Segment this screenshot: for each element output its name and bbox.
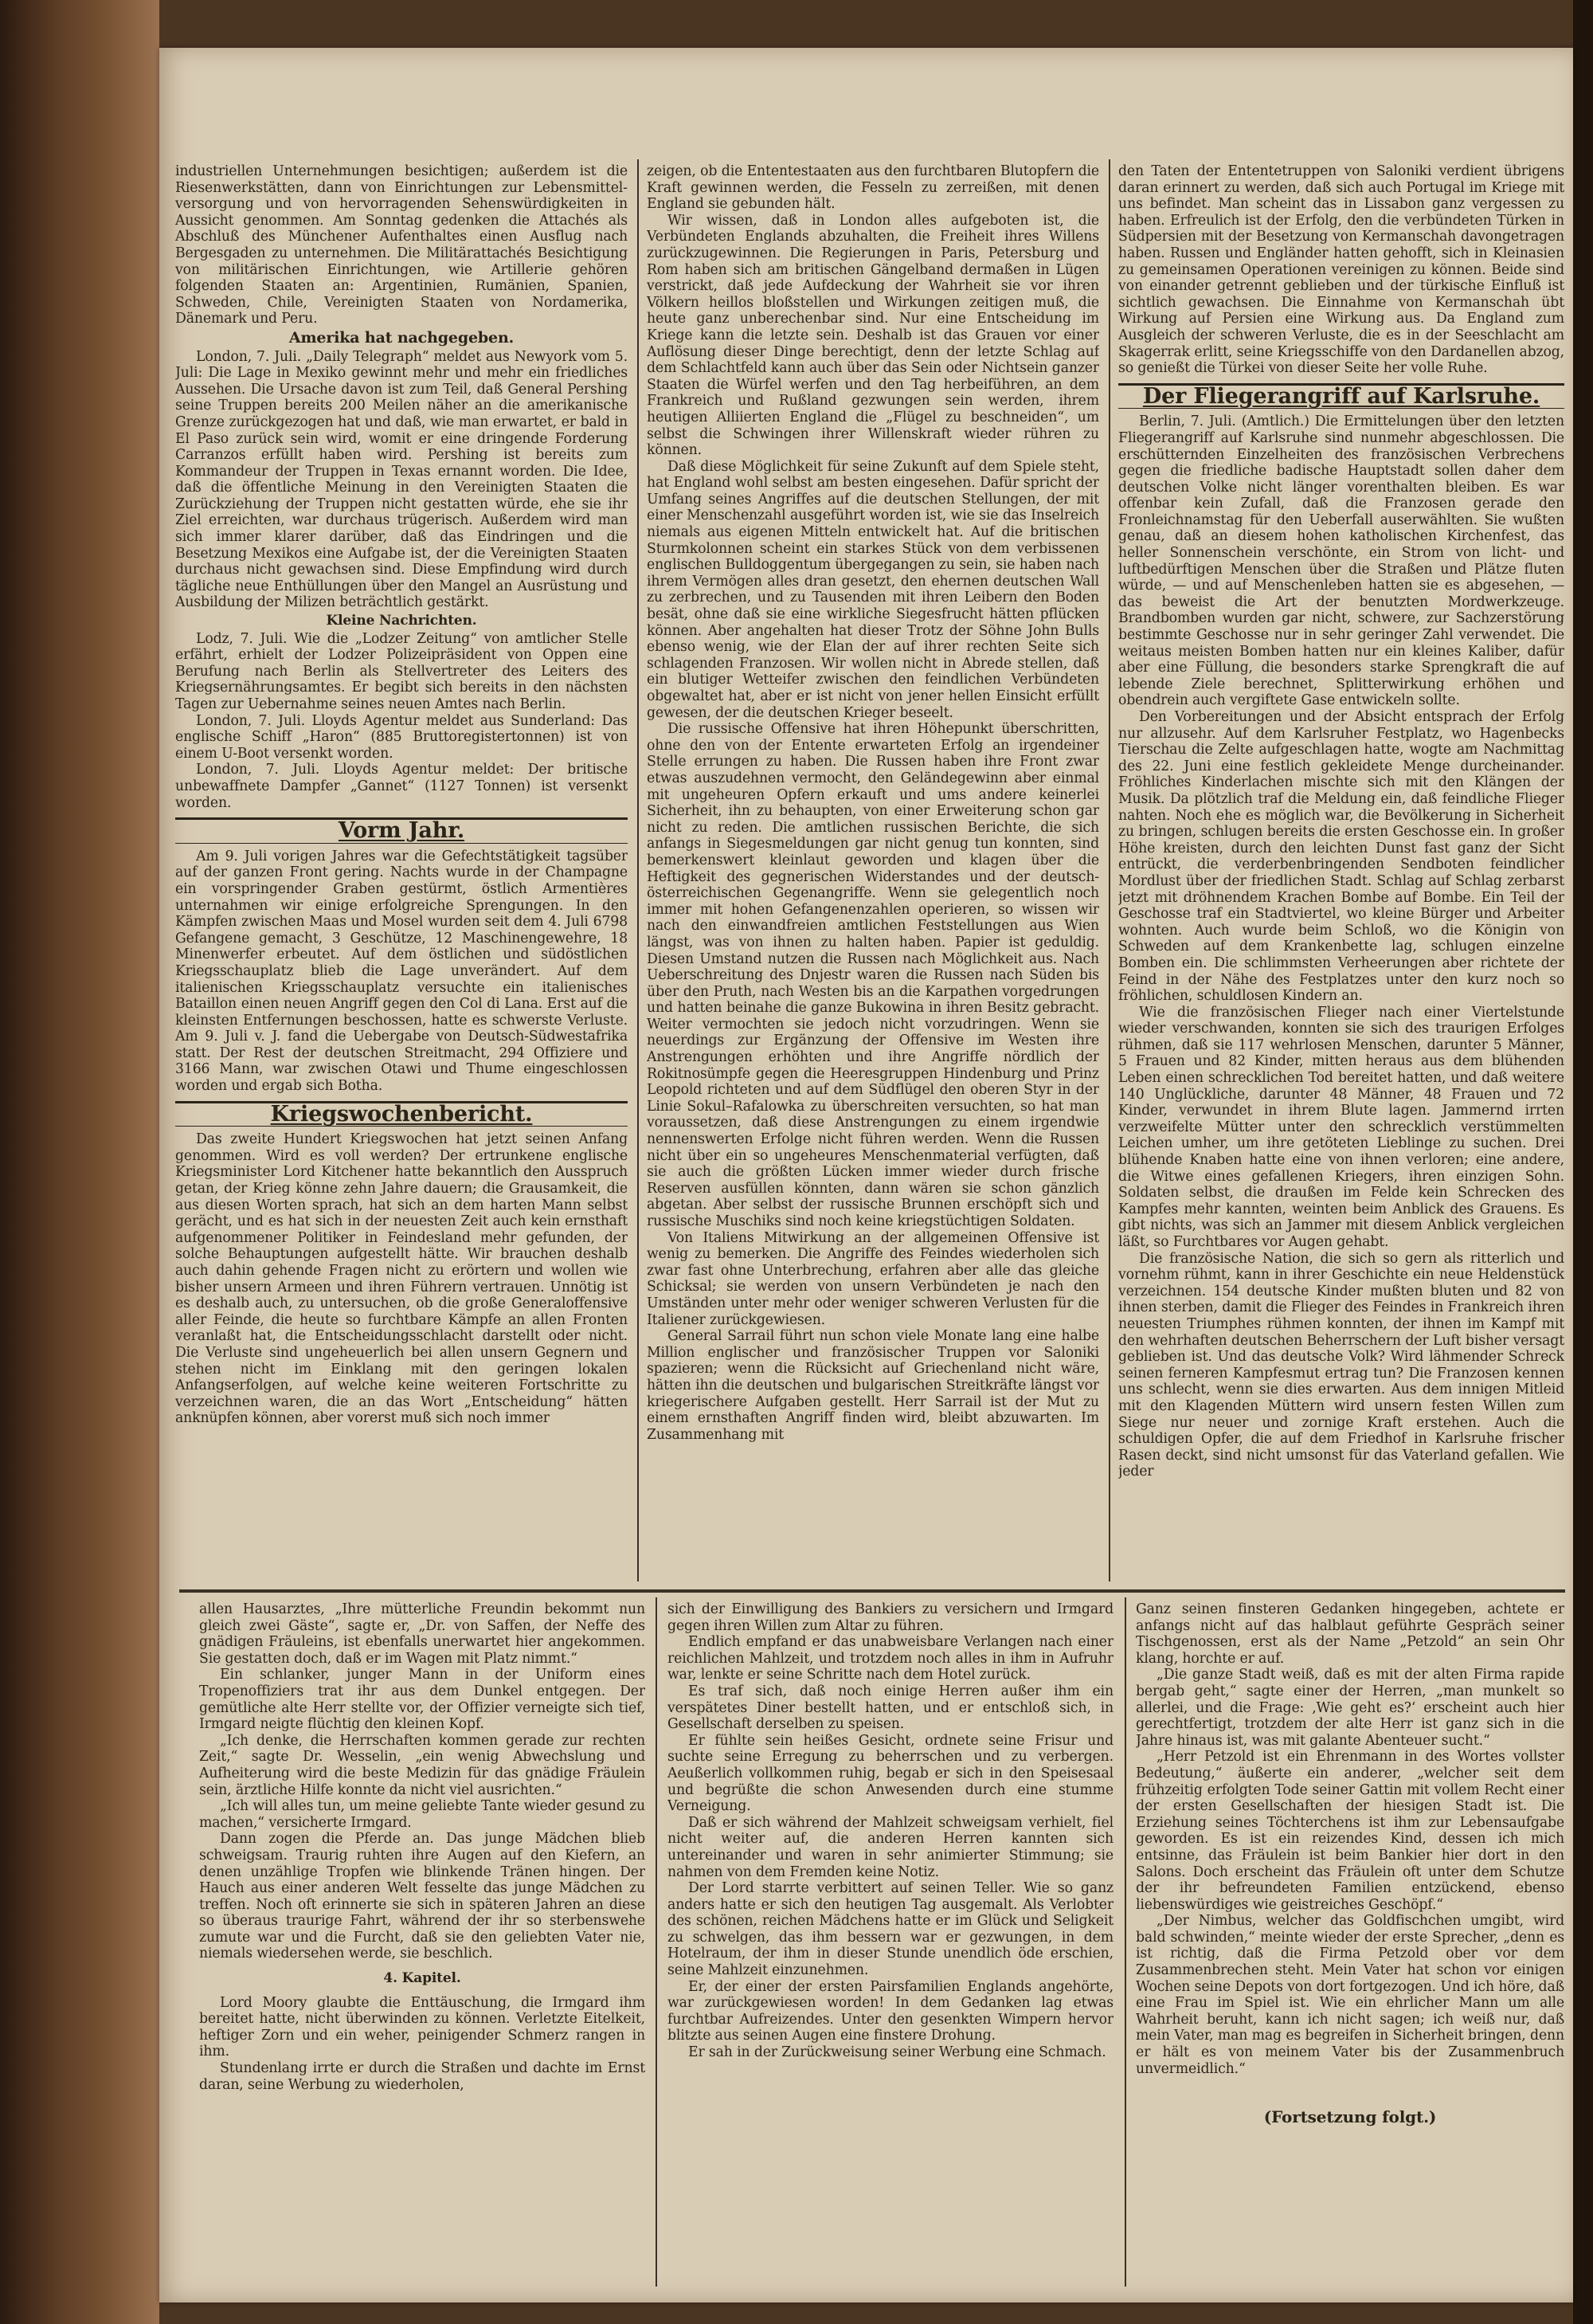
chapter-heading: 4. Kapitel. (383, 1970, 461, 1987)
roman-text-1: allen Hausarztes, „Ihre mütterliche Freundin bekommt nun gleich zwei Gäste“, sagte er, „Dr. von Saffen, der Neffe des gnädigen Fräuleins, ist ebenfalls unerwartet hier angekommen. Sie gestatten doch, daß er im Wagen mit Platz nimmt.“ (199, 1601, 645, 1667)
fliegerangriff-text-1: Berlin, 7. Juli. (Amtlich.) Die Ermittelungen über den letzten Fliegerangriff auf Karlsruhe sind nunmehr abgeschlossen. Die erschütternden Einzelheiten des französischen Verbrechens gegen die friedliche badische Hauptstadt sollen daher dem deutschen Volke nicht länger vorenthalten bleiben. Es war offenbar kein Zufall, daß die Franzosen gerade den Fronleichnamstag für den Ueberfall auserwählten. Sie wußten genau, daß an diesem hohen katholischen Kirchenfest, das heller Sonnenschein verschönte, ein Strom von licht- und luftbedürftigen Menschen über die Straßen und Plätze fluten würde, — und auf Menschenleben hatten sie es abgesehen, — das beweist die Art der benutzten Mordwerkzeuge. Brandbomben wurden gar nicht, schwere, zur Sachzerstörung bestimmte Geschosse nur in sehr geringer Zahl verwendet. Die weitaus meisten Bomben hatten nur ein kleines Kaliber, dafür aber eine Füllung, die besonders starke Sprengkraft die auf lebende Ziele berechnet, Splitterwirkung erhöhen und obendrein auch vergiftete Gase entwickeln sollte. (1118, 413, 1564, 709)
roman-text-11: Er fühlte sein heißes Gesicht, ordnete seine Frisur und suchte seine Erregung zu beherrschen und zu verbergen. Aeußerlich vollkommen ruhig, begab er sich in den Speisesaal und begrüßte die schon Anwesenden durch eine stumme Verneigung. (667, 1732, 1114, 1815)
column-3 (1118, 163, 1564, 1581)
roman-text-16: Ganz seinen finsteren Gedanken hingegeben, achtete er anfangs nicht auf das halblaut geführte Gespräch seiner Tischgenossen, erst als der Name „Petzold“ an sein Ohr klang, horchte er auf. (1136, 1601, 1564, 1667)
roman-text-14: Er, der einer der ersten Pairsfamilien Englands angehörte, war zurückgewiesen worden! In dem Gedanken lag etwas furchtbar Aufreizendes. Unter den gesenkten Wimpern hervor blitzte aus seinen Augen eine finstere Drohung. (667, 1978, 1114, 2044)
fliegerangriff-text-3: Wie die französischen Flieger nach einer Viertelstunde wieder verschwanden, konnten sie sich des traurigen Erfolges rühmen, daß sie 117 wehrlosen Menschen, darunter 5 Männer, 5 Frauen und 82 Kinder, mitten heraus aus dem blühenden Leben einen schrecklichen Tod bereitet hatten, und daß weitere 140 Unglückliche, darunter 48 Männer, 48 Frauen und 72 Kinder, verwundet in ihrem Blute lagen. Jammernd irrten verzweifelte Mütter unter den schrecklich verstümmelten Leichen umher, um ihre getöteten Lieblinge zu suchen. Drei blühende Knaben hatte eine von ihnen verloren; eine andere, die Witwe eines gefallenen Kriegers, ihren einzigen Sohn. Soldaten selbst, die draußen im Felde kein Schrecken des Kampfes mehr kannten, weinten beim Anblick des Grauens. Es gibt nichts, was sich an Jammer mit diesem Anblick vergleichen läßt, so Furchtbares vor Augen gehabt. (1118, 1004, 1564, 1250)
roman-text-5: Dann zogen die Pferde an. Das junge Mädchen blieb schweigsam. Traurig ruhten ihre Augen auf den Kiefern, an denen unzählige Tropfen wie blinkende Tränen hingen. Der Hauch aus einer anderen Welt fesselte das junge Mädchen zu treffen. Noch oft erinnerte sie sich in späteren Jahren an diese so überaus traurige Fahrt, während der ihr so sterbenswehe zumute war und die Furcht, daß sie den geliebten Vater nie, niemals wiedersehen werde, sie beschlich. (199, 1831, 645, 1962)
vorm-jahr-headline: Vorm Jahr. (175, 817, 628, 844)
kriegswochenbericht-text-8: den Taten der Ententetruppen von Saloniki verdient übrigens daran erinnert zu werden, daß sich auch Portugal im Kriege mit uns befindet. Man scheint das in Lissabon ganz vergessen zu haben. Erfreulich ist der Erfolg, den die verbündeten Türken in Südpersien mit der Besetzung von Kermanschah davongetragen haben. Russen und Engländer hatten gehofft, sich in Kleinasien zu gemeinsamen Operationen vereinigen zu können. Beide sind von einander getrennt geblieben und der türkische Einfluß ist sichtlich gewachsen. Die Einnahme von Kermanschah übt Wirkung auf Persien eine Wirkung aus. Da England zum Ausgleich der schweren Verluste, die es in der Seeschlacht am Skagerrak erlitt, seine Kriegsschiffe von den Dardanellen abzog, so genießt die Türkei von dieser Seite her volle Ruhe. (1118, 163, 1564, 377)
roman-text-10: Es traf sich, daß noch einige Herren außer ihm ein verspätetes Diner bestellt hatten, und er entschloß sich, in Gesellschaft derselben zu speisen. (667, 1683, 1114, 1733)
amerika-headline: Amerika hat nachgegeben. (288, 328, 515, 347)
fliegerangriff-text-4: Die französische Nation, die sich so gern als ritterlich und vornehm rühmt, kann in ihrer Geschichte ein neue Heldenstück verzeichnen. 154 deutsche Kinder mußten bluten und 82 von ihnen sterben, damit die Flieger des Feindes in Frankreich ihren neuesten Triumphes rühmen konnten, der ihnen im Kampf mit den wehrhaften deutschen Beherrschern der Luft bisher versagt geblieben ist. Und das deutsche Volk? Wird lähmender Schreck seinen ferneren Kampfesmut ertrag tun? Die Franzosen kennen uns schlecht, wenn sie dies erwarten. Aus dem innigen Mitleid mit den Klagenden Müttern wird unsern festen Willen zum Siege nur neuer und zornige Kraft erstehen. Auch die schuldigen Opfer, die auf dem Friedhof in Karlsruhe frischer Rasen deckt, sind nicht umsonst für das Vaterland gefallen. Wie jeder (1118, 1250, 1564, 1480)
roman-text-2: Ein schlanker, junger Mann in der Uniform eines Tropenoffiziers trat ihr aus dem Dunkel entgegen. Der gemütliche alte Herr stellte vor, der Offizier verneigte sich tief, Irmgard neigte flüchtig den kleinen Kopf. (199, 1667, 645, 1733)
roman-text-7: Stundenlang irrte er durch die Straßen und dachte im Ernst daran, seine Werbung zu wiederholen, (199, 2060, 645, 2093)
amerika-article-text: London, 7. Juli. „Daily Telegraph“ meldet aus Newyork vom 5. Juli: Die Lage in Mexiko gewinnt mehr und mehr ein friedliches Aussehen. Die Ursache davon ist zum Teil, daß General Pershing seine Truppen bereits 200 Meilen näher an die amerikanische Grenze zurückgezogen hat und daß, wie man erwartet, er bald in El Paso zurück sein wird, womit er eine dringende Forderung Carranzos erfüllt haben wird. Pershing ist bereits zum Kommandeur der Truppen in Texas ernannt worden. Die Idee, daß die öffentliche Meinung in den Vereinigten Staaten die Zurückziehung der Truppen nicht gestatten würde, ehe sie ihr Ziel erreichten, war durchaus trügerisch. Außerdem wird man sich immer klarer darüber, daß das Eindringen und die Besetzung Mexikos eine Aufgabe ist, der die Vereinigten Staaten durchaus nicht gewachsen sind. Diese Empfindung wird durch tägliche neue Enthüllungen über den Mangel an Ausrüstung und Ausbildung der Milizen beträchtlich gestärkt. (175, 348, 628, 611)
kriegswochenbericht-text-7: General Sarrail führt nun schon viele Monate lang eine halbe Million englischer und französischer Truppen vor Saloniki spazieren; wenn die Rücksicht auf Griechenland nicht wäre, hätten ihn die deutschen und bulgarischen Streitkräfte längst vor kriegerischere Aufgaben gestellt. Herr Sarrail ist der Mut zu einem ernsthaften Angriff finden wird, bleibt abzuwarten. Im Zusammenhang mit (647, 1328, 1099, 1443)
fliegerangriff-headline: Der Fliegerangriff auf Karlsruhe. (1118, 383, 1564, 410)
kriegswochenbericht-headline: Kriegswochenbericht. (175, 1101, 628, 1127)
roman-text-19: „Der Nimbus, welcher das Goldfischchen umgibt, wird bald schwinden,“ meinte wieder der erste Sprecher, „denn es ist richtig, daß die Firma Petzold ober vor dem Zusammenbrechen steht. Mein Vater hat schon vor einigen Wochen seine Depots von dort fortgezogen. Und ich höre, daß eine Frau im Spiel ist. Wie ein ehrlicher Mann um alle Wahrheit beruht, kann ich nicht sagen; ich weiß nur, daß mein Vater, man mag es begreifen in Sicherheit bringen, denn er hält es von meinem Vater bis der Zusammenbruch unvermeidlich.“ (1136, 1913, 1564, 2077)
roman-text-6: Lord Moory glaubte die Enttäuschung, die Irmgard ihm bereitet hatte, nicht überwinden zu können. Verletzte Eitelkeit, heftiger Zorn und ein weher, peinigender Schmerz rangen in ihm. (199, 1994, 645, 2060)
feuilleton-column-1 (199, 1601, 645, 2287)
kriegswochenbericht-text-1: Das zweite Hundert Kriegswochen hat jetzt seinen Anfang genommen. Wird es voll werden? Der ertrunkene englische Kriegsminister Lord Kitchener hatte bekanntlich den Ausspruch getan, der Krieg könne zehn Jahre dauern; die Grausamkeit, die aus diesen Worten sprach, hat sich an dem harten Mann selbst gerächt, und es hat sich in der neuesten Zeit auch kein ernsthaft aufgenommener Politiker in Feindesland mehr gefunden, der solche Behauptungen aufgestellt hätte. Wir brauchen deshalb auch dahin gehende Fragen nicht zu erörtern und wollen wie bisher unsern Armeen und ihren Führern vertrauen. Unnötig ist es deshalb auch, zu untersuchen, ob die große Generaloffensive aller Feinde, die heute so furchtbare Kämpfe an allen Fronten veranlaßt hat, die Entscheidungsschlacht darstellt oder nicht. Die Verluste sind ungeheuerlich bei allen unsern Gegnern und stehen nicht im Einklang mit den geringen lokalen Anfangserfolgen, auf welche keine weiteren Fortschritte zu verzeichnen waren, die an das Wort „Entscheidung“ hätten anknüpfen können, aber vorerst muß sich noch immer (175, 1131, 628, 1427)
book-binding (0, 0, 159, 2324)
roman-text-18: „Herr Petzold ist ein Ehrenmann in des Wortes vollster Bedeutung,“ äußerte ein anderer, „welcher seit dem frühzeitig erfolgten Tode seiner Gattin mit vollem Recht einer der ersten Gesellschaften der hiesigen Stadt ist. Die Erziehung seines Töchterchens ist ihm zur Lebensaufgabe geworden. Es ist ein reizendes Kind, dessen ich mich entsinne, das Fräulein ist beim Bankier hier dort in den Salons. Doch erscheint das Fräulein oft unter dem Schutze der ihr befreundeten Familien entzückend, ebenso liebenswürdiges wie geistreiches Geschöpf.“ (1136, 1749, 1564, 1913)
kleine-nachricht-3: London, 7. Juli. Lloyds Agentur meldet: Der britische unbewaffnete Dampfer „Gannet“ (1127 Tonnen) ist versenkt worden. (175, 762, 628, 811)
column-rule-2 (1109, 159, 1110, 1581)
kriegswochenbericht-text-3: Wir wissen, daß in London alles aufgeboten ist, die Verbündeten Englands abzuhalten, die Freiheit ihres Willens zurückzugewinnen. Die Regierungen in Paris, Petersburg und Rom haben sich am britischen Gängelband dermaßen in Lügen verstrickt, daß jede Aufdeckung der Wahrheit sie vor ihren Völkern heillos bloßstellen und Wirkungen zeitigen muß, die heute ganz unberechenbar sind. Nur eine Entscheidung im Kriege kann die letzte sein. Deshalb ist das Grauen vor einer Auflösung dieser Dinge berechtigt, denn der letzte Schlag auf dem Schlachtfeld kann auch über das Sein oder Nichtsein ganzer Staaten die Würfel werfen und den Tag herbeiführen, an dem Frankreich und Rußland gezwungen sein werden, ihrem heutigen Alliierten England die „Flügel zu beschneiden“, um selbst die Schwingen ihrer Willenskraft wieder rühren zu können. (647, 212, 1099, 459)
vorm-jahr-text: Am 9. Juli vorigen Jahres war die Gefechtstätigkeit tagsüber auf der ganzen Front gering. Nachts wurde in der Champagne ein vorspringender Graben gestürmt, östlich Armentières unternahmen wir einige erfolgreiche Sprengungen. In den Kämpfen zwischen Maas und Mosel wurden seit dem 4. Juli 6798 Gefangene gemacht, 3 Geschütze, 12 Maschinengewehre, 18 Minenwerfer erbeutet. Auf dem östlichen und südöstlichen Kriegsschauplatz blieb die Lage unverändert. Auf dem italienischen Kriegsschauplatz versuchte ein italienisches Bataillon einen neuen Angriff gegen den Col di Lana. Erst auf die kleinsten Entfernungen beschossen, hatte es schwerste Verluste. Am 9. Juli v. J. fand die Uebergabe von Deutsch-Südwestafrika statt. Der Rest der deutschen Streitmacht, 294 Offiziere und 3166 Mann, war zwischen Otawi und Thume eingeschlossen worden und ergab sich Botha. (175, 848, 628, 1095)
feuilleton-column-2 (667, 1601, 1114, 2287)
column-1 (175, 163, 628, 1581)
roman-text-15: Er sah in der Zurückweisung seiner Werbung eine Schmach. (688, 2044, 1106, 2061)
feuilleton-column-3 (1136, 1601, 1564, 2287)
roman-text-17: „Die ganze Stadt weiß, daß es mit der alten Firma rapide bergab geht,“ sagte einer der Herren, „man munkelt so allerlei, und die Frage: ‚Wie geht es?‘ erscheint auch hier gerechtfertigt, trotzdem der alte Herr ist ganz sich in die Jahre hinaus ist, was mit galante Abenteuer sucht.“ (1136, 1667, 1564, 1749)
column-2 (647, 163, 1099, 1581)
roman-text-12: Daß er sich während der Mahlzeit schweigsam verhielt, fiel nicht weiter auf, die anderen Herren kannten sich untereinander und waren in sehr animierter Stimmung; sie nahmen von dem Fremden keine Notiz. (667, 1814, 1114, 1880)
attache-article-text: industriellen Unternehmungen besichtigen; außerdem ist die Riesenwerkstätten, dann von Einrichtungen zur Lebensmittelversorgung und von hervorragenden Sehenswürdigkeiten in Aussicht genommen. Am Sonntag gedenken die Attachés als Abschluß des Münchener Aufenthaltes einen Ausflug nach Bergesgaden zu unternehmen. Die Militärattachés Besichtigung von militärischen Einrichtungen, wie Artillerie gehören folgenden Staaten an: Argentinien, Rumänien, Spanien, Schweden, Chile, Vereinigten Staaten von Nordamerika, Dänemark und Peru. (175, 163, 628, 327)
roman-text-9: Endlich empfand er das unabweisbare Verlangen nach einer reichlichen Mahlzeit, und trotzdem noch alles in ihm in Aufruhr war, lenkte er seine Schritte nach dem Hotel zurück. (667, 1634, 1114, 1683)
fortsetzung-folgt: (Fortsetzung folgt.) (1263, 2107, 1437, 2127)
roman-text-8: sich der Einwilligung des Bankiers zu versichern und Irmgard gegen ihren Willen zum Altar zu führen. (667, 1601, 1114, 1634)
feuilleton-rule-1 (656, 1597, 657, 2287)
page-edge-shadow (1573, 0, 1593, 2324)
kriegswochenbericht-text-6: Von Italiens Mitwirkung an der allgemeinen Offensive ist wenig zu bemerken. Die Angriffe des Feindes wiederholen sich zwar fast ohne Unterbrechung, erfahren aber alle das gleiche Schicksal; sie werden von unsern Verbündeten je nach den Umständen unter mehr oder weniger schweren Verlusten für die Italiener zurückgewiesen. (647, 1229, 1099, 1328)
roman-text-13: Der Lord starrte verbittert auf seinen Teller. Wie so ganz anders hatte er sich den heutigen Tag ausgemalt. Als Verlobter des schönen, reichen Mädchens hatte er im Glück und Seligkeit zu schwelgen, das ihm bessern war er gezwungen, in dem Hotelraum, der ihm in dieser Stunde unendlich öde erschien, seine Mahlzeit einzunehmen. (667, 1880, 1114, 1979)
fliegerangriff-text-2: Den Vorbereitungen und der Absicht entsprach der Erfolg nur allzusehr. Auf dem Karlsruher Festplatz, wo Hagenbecks Tierschau die Zelte aufgeschlagen hatte, wogte am Nachmittag des 22. Juni eine festlich gekleidete Menge durcheinander. Fröhliches Kinderlachen mischte sich mit den Klängen der Musik. Da plötzlich traf die Meldung ein, daß feindliche Flieger nahten. Noch ehe es möglich war, die Bevölkerung in Sicherheit zu bringen, schlugen bereits die ersten Geschosse ein. In großer Höhe kreisten, durch den leichten Dunst fast ganz der Sicht entrückt, die verderbenbringenden Sendboten feindlicher Mordlust über der friedlichen Stadt. Schlag auf Schlag zerbarst jetzt mit dröhnendem Krachen Bombe auf Bombe. Ein Teil der Geschosse traf ein Stadtviertel, wo kleine Bürger und Arbeiter wohnten. Auch wurde beim Schloß, wo die Königin von Schweden auf dem Krankenbette lag, schlugen einzelne Bomben ein. Die schlimmsten Verheerungen aber richtete der Feind in der Nähe des Festplatzes unter den kurz noch so fröhlichen, schuldlosen Kindern an. (1118, 709, 1564, 1005)
kriegswochenbericht-text-5: Die russische Offensive hat ihren Höhepunkt überschritten, ohne den von der Entente erwarteten Erfolg an irgendeiner Stelle errungen zu haben. Die Russen haben ihre Front zwar etwas auszudehnen vermocht, den Geländegewinn aber einmal mit ungeheuren Opfern erkauft und ums andere keinerlei Sicherheit, ihn zu behaupten, von einer Erweiterung schon gar nicht zu reden. Die amtlichen russischen Berichte, die sich anfangs in Siegesmeldungen gar nicht genug tun konnten, sind bemerkenswert kleinlaut geworden und klagen über die Heftigkeit des gegnerischen Widerstandes und der deutsch-österreichischen Gegenangriffe. Wenn sie gelegentlich noch immer mit hohen Gefangenenzahlen operieren, so wissen wir nach den einwandfreien amtlichen Feststellungen aus Wien längst, was von ihnen zu halten haben. Papier ist geduldig. Diesen Umstand nutzen die Russen nach Möglichkeit aus. Nach Ueberschreitung des Dnjestr waren die Russen nach Süden bis über den Pruth, nach Westen bis an die Karpathen vorgedrungen und hatten beinahe die ganze Bukowina in ihren Besitz gebracht. Weiter vermochten sie jedoch nicht vorzudringen. Wenn sie neuerdings zur Ergänzung der Offensive im Westen ihre Anstrengungen erhöhten und ihre Angriffe nördlich der Rokitnosümpfe gegen die Heeresgruppen Hindenburg und Prinz Leopold richteten und auf dem Südflügel den oberen Styr in der Linie Sokul–Rafalowka zu überschreiten versuchten, so hat man voraussetzen, daß diese Anstrengungen zu einem irgendwie nennenswerten Erfolge nicht führen werden. Wenn die Russen nicht über ein so ungeheures Menschenmaterial verfügten, daß sie auch die größten Lücken immer wieder durch frische Reserven ausfüllen könnten, dann wären sie schon gänzlich abgetan. Aber selbst der russische Brunnen erschöpft sich und russische Muschiks sind noch keine kriegstüchtigen Soldaten. (647, 721, 1099, 1229)
roman-text-4: „Ich will alles tun, um meine geliebte Tante wieder gesund zu machen,“ versicherte Irmgard. (199, 1798, 645, 1831)
kleine-nachricht-1: Lodz, 7. Juli. Wie die „Lodzer Zeitung“ von amtlicher Stelle erfährt, erhielt der Lodzer Polizeipräsident von Oppen eine Berufung nach Berlin als Stellvertreter des Leiters des Kriegsernährungsamtes. Er begibt sich bereits in den nächsten Tagen zur Uebernahme seines neuen Amtes nach Berlin. (175, 630, 628, 712)
kleine-nachricht-2: London, 7. Juli. Lloyds Agentur meldet aus Sunderland: Das englische Schiff „Haron“ (885 Bruttoregistertonnen) ist von einem U-Boot versenkt worden. (175, 712, 628, 762)
feuilleton-rule-2 (1125, 1597, 1126, 2287)
feuilleton-separator-rule (179, 1589, 1565, 1593)
roman-text-3: „Ich denke, die Herrschaften kommen gerade zur rechten Zeit,“ sagte Dr. Wesselin, „ein wenig Abwechslung und Aufheiterung wird die beste Medizin für das gnädige Fräulein sein, ärztliche Hilfe konnte da nicht viel ausrichten.“ (199, 1732, 645, 1798)
kriegswochenbericht-text-4: Daß diese Möglichkeit für seine Zukunft auf dem Spiele steht, hat England wohl selbst am besten eingesehen. Dafür spricht der Umfang seines Angriffes auf die deutschen Stellungen, der mit einer Menschenzahl ausgeführt worden ist, wie sie das Inselreich niemals aus eigenen Mitteln entwickelt hat. Auf die britischen Sturmkolonnen scheint ein starkes Stück von dem verbissenen englischen Bulldoggentum übergegangen zu sein, sie haben nach ihrem Vermögen alles dran gesetzt, den ehernen deutschen Wall zu zerbrechen, und zu Tausenden mit ihren Leibern den Boden besät, ohne daß sie eine wirkliche Siegesfrucht hätten pflücken können. Aber angehalten hat dieser Trotz der Söhne John Bulls ebenso wenig, wie der Elan der auf ihrer rechten Seite sich schlagenden Franzosen. Wir wollen nicht in Abrede stellen, daß ein blutiger Wetteifer zwischen den feindlichen Verbündeten obgewaltet hat, aber er ist nicht von jener hellen Einsicht erfüllt gewesen, der die deutschen Krieger beseelt. (647, 458, 1099, 721)
column-rule-1 (637, 159, 639, 1581)
kleine-nachrichten-headline: Kleine Nachrichten. (326, 613, 477, 629)
kriegswochenbericht-text-2: zeigen, ob die Ententestaaten aus den furchtbaren Blutopfern die Kraft gewinnen werden, die Fesseln zu zerreißen, mit denen England sie gebunden hält. (647, 163, 1099, 213)
